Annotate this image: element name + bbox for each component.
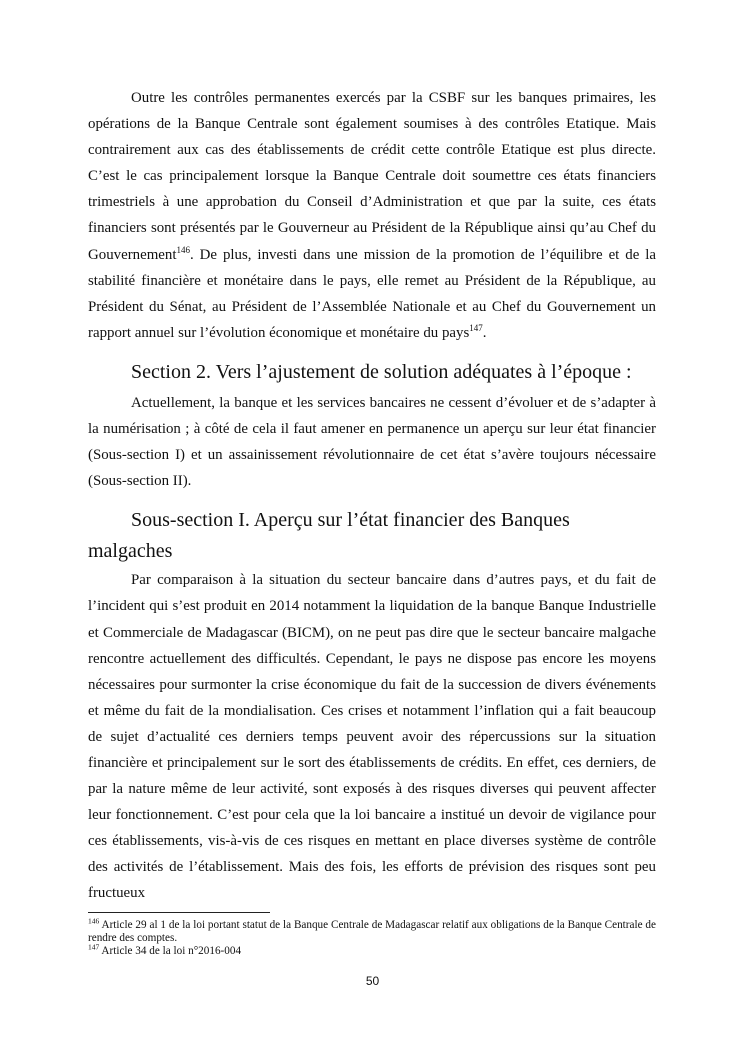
- footnote-divider: [88, 912, 270, 913]
- paragraph-digitalization: Actuellement, la banque et les services bancaires ne cessent d’évoluer et de s’adapter à la numérisation ; à côté de cela il faut amener en permanence un aperçu sur leur état financier (Sous-section I) et un assainissement révolutionnaire de cet état s’avère toujours nécessaire (Sous-section II).: [88, 394, 656, 490]
- section-2-heading: Section 2. Vers l’ajustement de solution adéquates à l’époque :: [131, 360, 632, 383]
- footnote-ref-147[interactable]: 147: [469, 322, 483, 333]
- footnotes: [88, 916, 656, 959]
- page-number: 50: [365, 974, 380, 988]
- paragraph-csbf-controls: Outre les contrôles permanentes exercés par la CSBF sur les banques primaires, les opérations de la Banque Centrale sont également soumises à des contrôles Etatique. Mais contrairement aux cas des établissements de crédit cette contrôle Etatique est plus directe. C’est le cas principalement lorsque la Banque Centrale doit soumettre ces états financiers trimestriels à une approbation du Conseil d’Administration et que par la suite, ces états financiers sont présentés par le Gouverneur au Président de la République ainsi qu’au Chef du Gouvernement$^{146}$. De plus, investi dans une mission de la promotion de l’équilibre et de la stabilité financière et monétaire dans le pays, elle remet au Président de la République, au Président du Sénat, au Président de l’Assemblée Nationale et au Chef du Gouvernement un rapport annuel sur l’évolution économique et monétaire du pays$^{147}$.: [88, 90, 656, 341]
- footnote-ref-146[interactable]: 146: [176, 244, 190, 255]
- paragraph-banking-sector: Par comparaison à la situation du secteur bancaire dans d’autres pays, et du fait de l’incident qui s’est produit en 2014 notamment la liquidation de la banque Banque Industrielle et Commerciale de Madagascar (BICM), on ne peut pas dire que le secteur bancaire malgache rencontre actuellement des difficultés. Cependant, le pays ne dispose pas encore les moyens nécessaires pour surmonter la crise économique du fait de la succession de divers événements et même du fait de la mondialisation. Ces crises et notamment l’inflation qui a fait beaucoup de sujet d’actualité ces derniers temps peuvent avoir des répercussions sur la situation financière et principalement sur le sort des établissements de crédits. En effet, ces derniers, de par la nature même de leur activité, sont exposés à des risques diverses qui peuvent affecter leur fonctionnement. C’est pour cela que la loi bancaire a institué un devoir de vigilance pour ces établissements, vis-à-vis de ces risques en mettant en place diverses système de contrôle des activités de l’établissement. Mais des fois, les efforts de prévision des risques sont peu fructueux: [88, 572, 656, 902]
- footnote-146: $^{146}$ Article 29 al 1 de la loi portant statut de la Banque Centrale de Madagascar relatif aux obligations de la Banque Centrale de rendre des comptes.: [88, 916, 656, 945]
- body-text: [88, 85, 656, 907]
- footnote-147: $^{147}$ Article 34 de la loi n°2016-004: [88, 942, 242, 958]
- subsection-1-heading: Sous-section I. Aperçu sur l’état financier des Banques malgaches: [88, 509, 570, 563]
